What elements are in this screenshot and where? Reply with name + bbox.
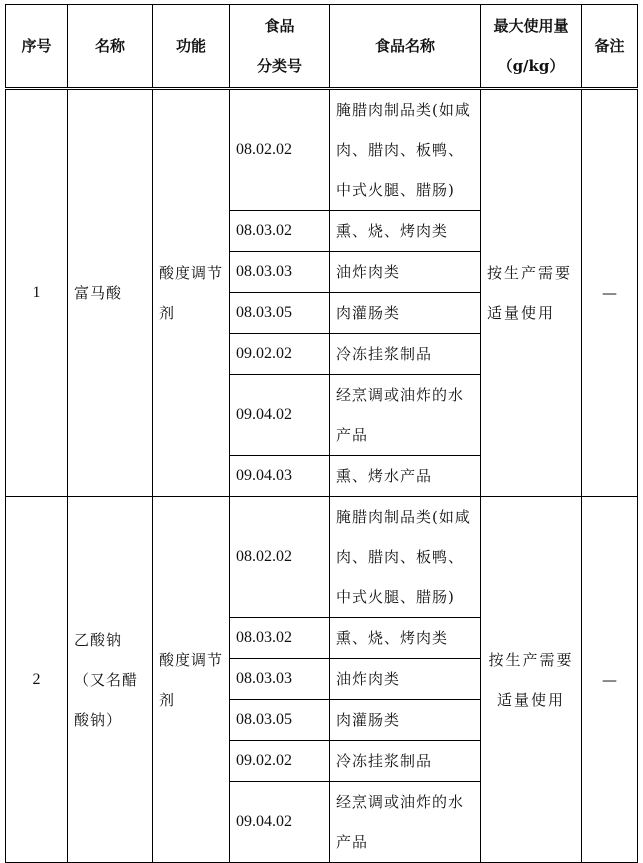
food-code-cell: 09.04.02 <box>230 375 330 456</box>
seq-cell: 1 <box>6 89 68 497</box>
food-code-cell: 09.02.02 <box>230 741 330 782</box>
food-name-cell: 熏、烤水产品 <box>330 456 481 497</box>
food-code-cell: 09.04.03 <box>230 456 330 497</box>
additive-table <box>5 4 638 863</box>
food-code-cell: 08.03.03 <box>230 659 330 700</box>
food-name-cell: 肉灌肠类 <box>330 700 481 741</box>
max-usage-cell: 按生产需要适量使用 <box>481 497 582 863</box>
food-code-cell: 08.02.02 <box>230 89 330 211</box>
food-name-cell: 冷冻挂浆制品 <box>330 334 481 375</box>
food-name-cell: 熏、烧、烤肉类 <box>330 618 481 659</box>
food-name-cell: 腌腊肉制品类(如咸肉、腊肉、板鸭、中式火腿、腊肠) <box>330 497 481 618</box>
table-row <box>6 89 638 211</box>
header-row <box>6 5 638 89</box>
header-name: 名称 <box>68 5 153 89</box>
additive-name-cell: 富马酸 <box>68 89 153 497</box>
food-code-cell: 08.03.05 <box>230 293 330 334</box>
food-code-cell: 09.02.02 <box>230 334 330 375</box>
food-name-cell: 经烹调或油炸的水产品 <box>330 375 481 456</box>
food-name-cell: 腌腊肉制品类(如咸肉、腊肉、板鸭、中式火腿、腊肠) <box>330 89 481 211</box>
food-code-cell: 08.03.02 <box>230 618 330 659</box>
remark-cell: — <box>582 89 638 497</box>
function-cell: 酸度调节剂 <box>153 89 230 497</box>
header-function: 功能 <box>153 5 230 89</box>
food-name-cell: 油炸肉类 <box>330 659 481 700</box>
header-seq: 序号 <box>6 5 68 89</box>
food-name-cell: 经烹调或油炸的水产品 <box>330 782 481 863</box>
function-cell: 酸度调节剂 <box>153 497 230 863</box>
food-code-cell: 08.02.02 <box>230 497 330 618</box>
food-code-cell: 09.04.02 <box>230 782 330 863</box>
food-code-cell: 08.03.03 <box>230 252 330 293</box>
header-max-usage: 最大使用量 （g/kg） <box>481 5 582 89</box>
additive-name-cell: 乙酸钠（又名醋酸钠） <box>68 497 153 863</box>
food-name-cell: 油炸肉类 <box>330 252 481 293</box>
food-code-cell: 08.03.05 <box>230 700 330 741</box>
header-food-name: 食品名称 <box>330 5 481 89</box>
max-usage-cell: 按生产需要适量使用 <box>481 89 582 497</box>
header-food-category-no: 食品 分类号 <box>230 5 330 89</box>
food-name-cell: 熏、烧、烤肉类 <box>330 211 481 252</box>
food-name-cell: 冷冻挂浆制品 <box>330 741 481 782</box>
header-remark: 备注 <box>582 5 638 89</box>
seq-cell: 2 <box>6 497 68 863</box>
table-row <box>6 497 638 618</box>
food-code-cell: 08.03.02 <box>230 211 330 252</box>
food-name-cell: 肉灌肠类 <box>330 293 481 334</box>
remark-cell: — <box>582 497 638 863</box>
